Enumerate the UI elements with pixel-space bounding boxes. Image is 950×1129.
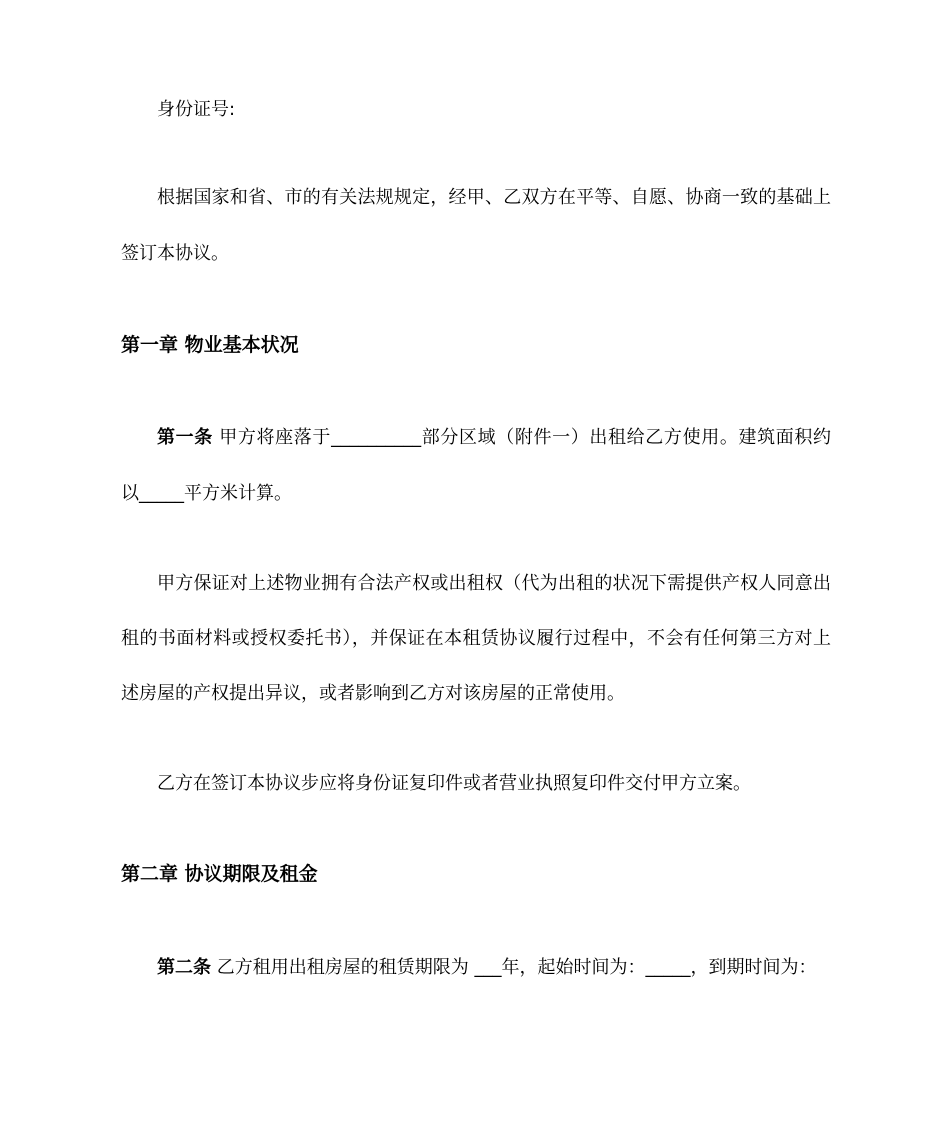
article1-line-2: 以_____平方米计算。	[121, 483, 292, 504]
chapter1-title: 第一章 物业基本状况	[121, 334, 299, 356]
article1-label: 第一条	[157, 427, 213, 448]
id-number-line: 身份证号:	[157, 99, 236, 120]
para3-line: 乙方在签订本协议步应将身份证复印件或者营业执照复印件交付甲方立案。	[157, 773, 751, 794]
article1-line-1	[157, 426, 831, 450]
para2-line-1: 甲方保证对上述物业拥有合法产权或出租权（代为出租的状况下需提供产权人同意出	[157, 573, 831, 594]
para2-line-2: 租的书面材料或授权委托书），并保证在本租赁协议履行过程中，不会有任何第三方对上	[121, 628, 831, 649]
article2-label: 第二条	[157, 957, 211, 978]
intro-line-1: 根据国家和省、市的有关法规规定，经甲、乙双方在平等、自愿、协商一致的基础上	[157, 187, 831, 208]
article1-text: 甲方将座落于__________部分区域（附件一）出租给乙方使用。建筑面积约	[219, 427, 831, 448]
chapter2-title: 第二章 协议期限及租金	[121, 863, 318, 885]
para2-line-3: 述房屋的产权提出异议，或者影响到乙方对该房屋的正常使用。	[121, 683, 625, 704]
intro-line-2: 签订本协议。	[121, 243, 229, 264]
article2-text: 乙方租用出租房屋的租赁期限为 ___年，起始时间为：_____，到期时间为：	[216, 957, 817, 978]
article2-line	[157, 956, 831, 980]
